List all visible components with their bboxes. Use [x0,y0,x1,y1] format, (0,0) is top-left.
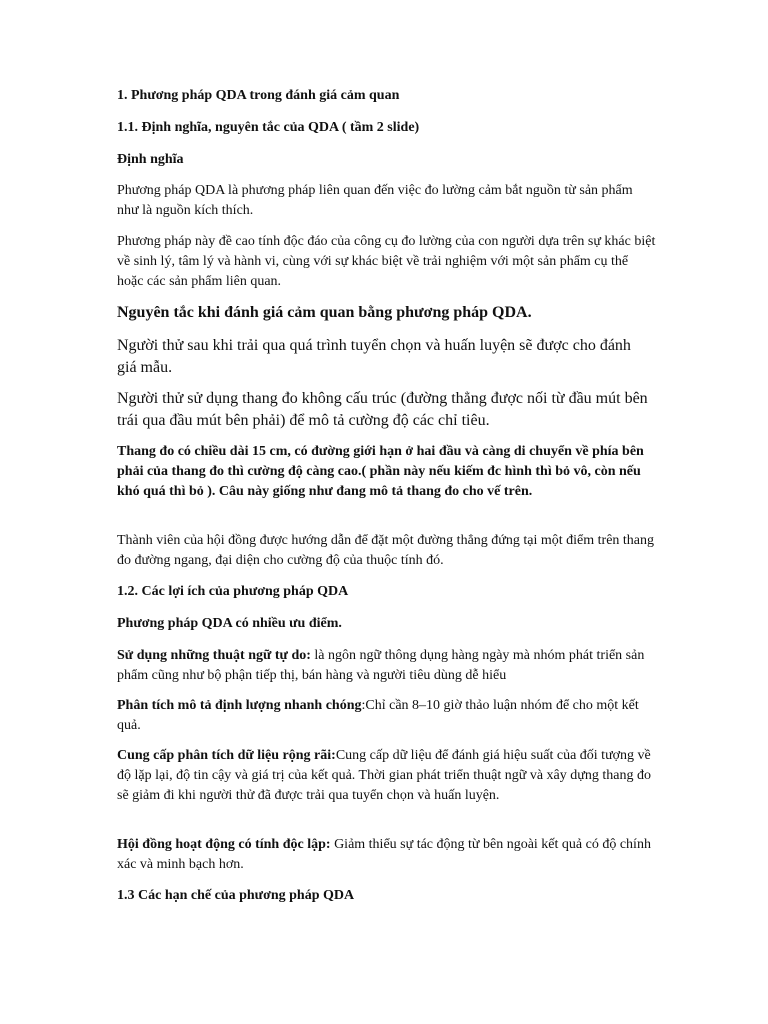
paragraph-principle-2: Người thử sử dụng thang đo không cấu trúc (đường thẳng được nối từ đầu mút bên trái qua đầu mút bên phải) để mô tả cường độ các chỉ tiêu. [117,390,648,429]
principle-heading: Nguyên tắc khi đánh giá cảm quan bằng phương pháp QDA. [117,304,532,321]
advantage-text: Cung cấp dữ liệu để đánh giá hiệu suất của đối tượng về độ lặp lại, độ tin cậy và giá trị của kết quả. Thời gian phát triển thuật ngữ và xây dựng thang đo sẽ giảm đi khi người thử đã được trải qua tuyển chọn và huấn luyện. [117,748,651,803]
advantage-label: Hội đồng hoạt động có tính độc lập: [117,837,331,852]
advantage-label: Cung cấp phân tích dữ liệu rộng rãi: [117,748,336,763]
paragraph-definition-2: Phương pháp này đề cao tính độc đáo của công cụ đo lường của con người dựa trên sự khác biệt về sinh lý, tâm lý và hành vi, cùng với sự khác biệt về trải nghiệm với một sản phẩm cụ thể hoặc các sản phẩm liên quan. [117,234,656,289]
heading-1-1: 1.1. Định nghĩa, nguyên tắc của QDA ( tầm 2 slide) [117,120,420,135]
advantage-label: Sử dụng những thuật ngữ tự do: [117,648,311,663]
heading-1-2: 1.2. Các lợi ích của phương pháp QDA [117,584,349,599]
heading-1-3: 1.3 Các hạn chế của phương pháp QDA [117,888,355,903]
advantages-intro: Phương pháp QDA có nhiều ưu điểm. [117,616,342,631]
advantage-text: là ngôn ngữ thông dụng hàng ngày mà nhóm phát triển sản phẩm cũng như bộ phận tiếp thị, bán hàng và người tiêu dùng dễ hiểu [117,648,645,683]
paragraph-principle-1: Người thử sau khi trải qua quá trình tuyển chọn và huấn luyện sẽ được cho đánh giá mẫu. [117,337,631,376]
advantage-label: Phân tích mô tả định lượng nhanh chóng [117,698,362,713]
advantage-text: Giảm thiểu sự tác động từ bên ngoài kết quả có độ chính xác và minh bạch hơn. [117,837,651,872]
advantage-quick-analysis [117,696,657,736]
advantage-data-analysis [117,746,657,806]
paragraph-panel-instruction: Thành viên của hội đồng được hướng dẫn để đặt một đường thẳng đứng tại một điểm trên thang đo đường ngang, đại diện cho cường độ của thuộc tính đó. [117,533,655,568]
advantage-free-terms [117,646,657,686]
definition-heading: Định nghĩa [117,152,184,167]
advantage-text: :Chỉ cần 8–10 giờ thảo luận nhóm để cho một kết quả. [117,698,639,733]
advantage-independent-panel [117,835,657,875]
paragraph-definition-1: Phương pháp QDA là phương pháp liên quan đến việc đo lường cảm bắt nguồn từ sản phẩm như là nguồn kích thích. [117,183,633,218]
paragraph-scale-note: Thang đo có chiều dài 15 cm, có đường giới hạn ở hai đầu và càng di chuyển về phía bên phải của thang đo thì cường độ càng cao.( phần này nếu kiếm đc hình thì bỏ vô, còn nếu khó quá thì bỏ ). Câu này giống như đang mô tả thang đo cho vế trên. [117,444,644,499]
heading-1: 1. Phương pháp QDA trong đánh giá cảm quan [117,88,400,103]
